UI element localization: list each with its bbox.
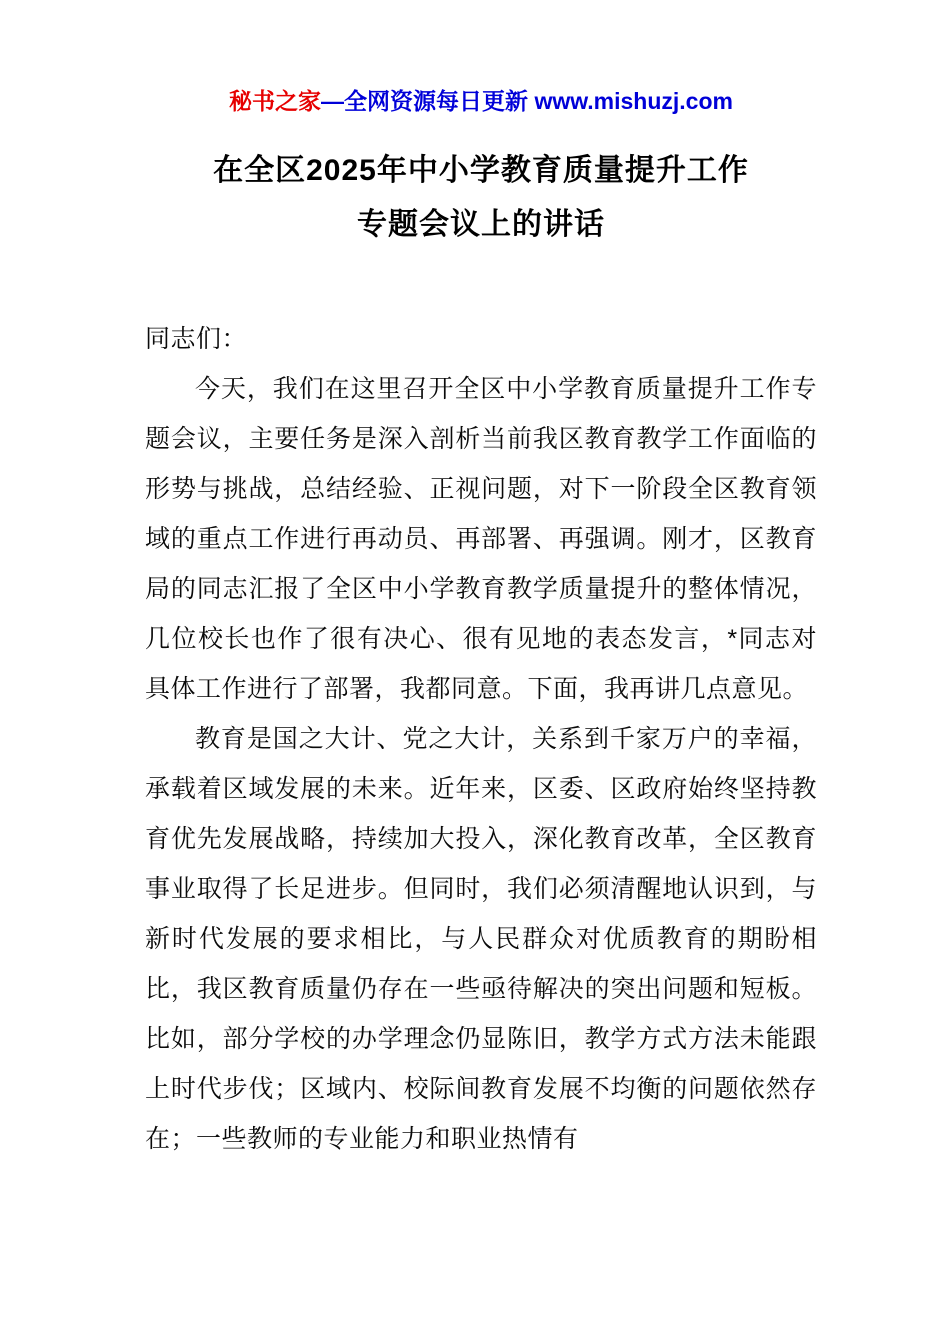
- site-tagline: —全网资源每日更新: [321, 88, 535, 114]
- salutation: 同志们：: [145, 325, 248, 353]
- site-url-link[interactable]: www.mishuzj.com: [534, 88, 733, 114]
- document-title: [145, 144, 817, 252]
- document-title-line-2: 专题会议上的讲话: [357, 208, 605, 241]
- document-body: [145, 314, 817, 1164]
- site-header: [145, 86, 817, 116]
- site-brand-name: 秘书之家: [229, 88, 322, 114]
- paragraph-2: 教育是国之大计、党之大计，关系到千家万户的幸福，承载着区域发展的未来。近年来，区委、区政府始终坚持教育优先发展战略，持续加大投入，深化教育改革，全区教育事业取得了长足进步。但同时，我们必须清醒地认识到，与新时代发展的要求相比，与人民群众对优质教育的期盼相比，我区教育质量仍存在一些亟待解决的突出问题和短板。比如，部分学校的办学理念仍显陈旧，教学方式方法未能跟上时代步伐；区域内、校际间教育发展不均衡的问题依然存在；一些教师的专业能力和职业热情有: [145, 725, 817, 1153]
- document-title-line-1: 在全区2025年中小学教育质量提升工作: [213, 154, 749, 187]
- paragraph-1: 今天，我们在这里召开全区中小学教育质量提升工作专题会议，主要任务是深入剖析当前我区教育教学工作面临的形势与挑战，总结经验、正视问题，对下一阶段全区教育领域的重点工作进行再动员、再部署、再强调。刚才，区教育局的同志汇报了全区中小学教育教学质量提升的整体情况，几位校长也作了很有决心、很有见地的表态发言，*同志对具体工作进行了部署，我都同意。下面，我再讲几点意见。: [145, 375, 817, 703]
